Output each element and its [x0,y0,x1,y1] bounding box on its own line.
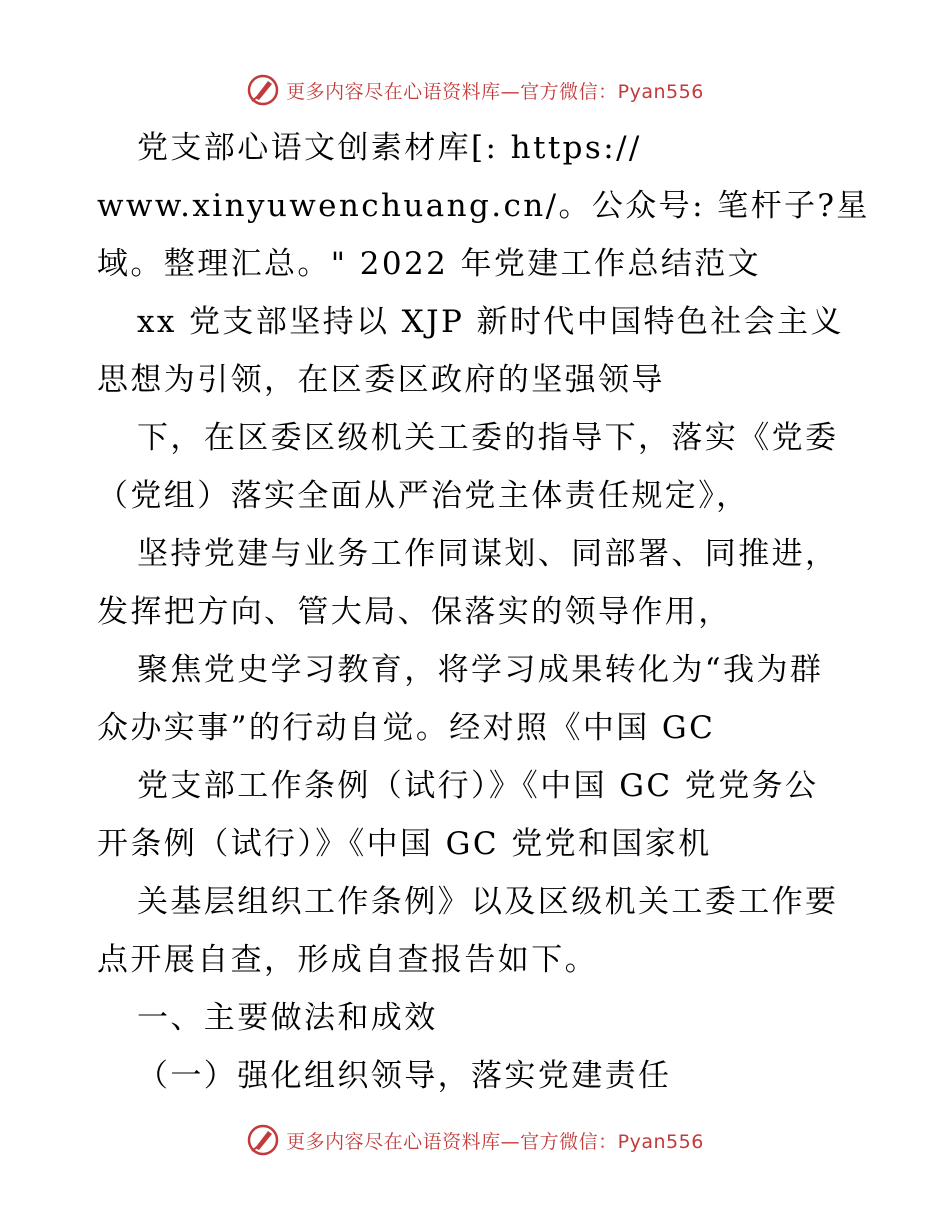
banner-account-text: 官方微信：Pyan556 [520,1130,704,1153]
text-line: 开条例（试行）》《中国 GC 党党和国家机 [97,826,712,862]
quill-logo-icon [246,1123,280,1157]
text-line: 坚持党建与业务工作同谋划、同部署、同推进， [137,536,839,572]
text-line: 党支部心语文创素材库[: https:// [137,130,642,166]
banner-account-text: 官方微信：Pyan556 [520,80,704,103]
header-banner [0,70,950,110]
text-line: 众办实事”的行动自觉。经对照《中国 GC [97,710,716,746]
text-line: （党组）落实全面从严治党主体责任规定》， [97,478,750,514]
text-line: 党支部工作条例（试行）》《中国 GC 党党务公 [137,768,819,804]
text-line: 聚焦党史学习教育，将学习成果转化为“我为群 [137,652,824,688]
banner-main-text: 更多内容尽在心语资料库 [286,80,501,103]
banner-text [286,77,704,104]
text-line: 点开展自查，形成自查报告如下。 [97,942,598,978]
banner-text [286,1127,704,1154]
text-line: 下，在区委区级机关工委的指导下，落实《党委 [137,420,839,456]
text-line: 域。整理汇总。" 2022 年党建工作总结范文 [97,246,762,282]
banner-main-text: 更多内容尽在心语资料库 [286,1130,501,1153]
quill-logo-icon [246,73,280,107]
text-line: 发挥把方向、管大局、保落实的领导作用， [97,594,732,630]
text-line: xx 党支部坚持以 XJP 新时代中国特色社会主义 [137,304,844,340]
footer-banner [0,1120,950,1160]
banner-separator: — [500,1130,521,1153]
text-line: 关基层组织工作条例》以及区级机关工委工作要 [137,884,839,920]
text-line: 思想为引领，在区委区政府的坚强领导 [97,362,665,398]
banner-separator: — [500,80,521,103]
subsection-heading: （一）强化组织领导，落实党建责任 [137,1058,672,1094]
text-line: www.xinyuwenchuang.cn/。公众号: 笔杆子?星 [97,188,870,224]
section-heading: 一、主要做法和成效 [137,1000,438,1036]
